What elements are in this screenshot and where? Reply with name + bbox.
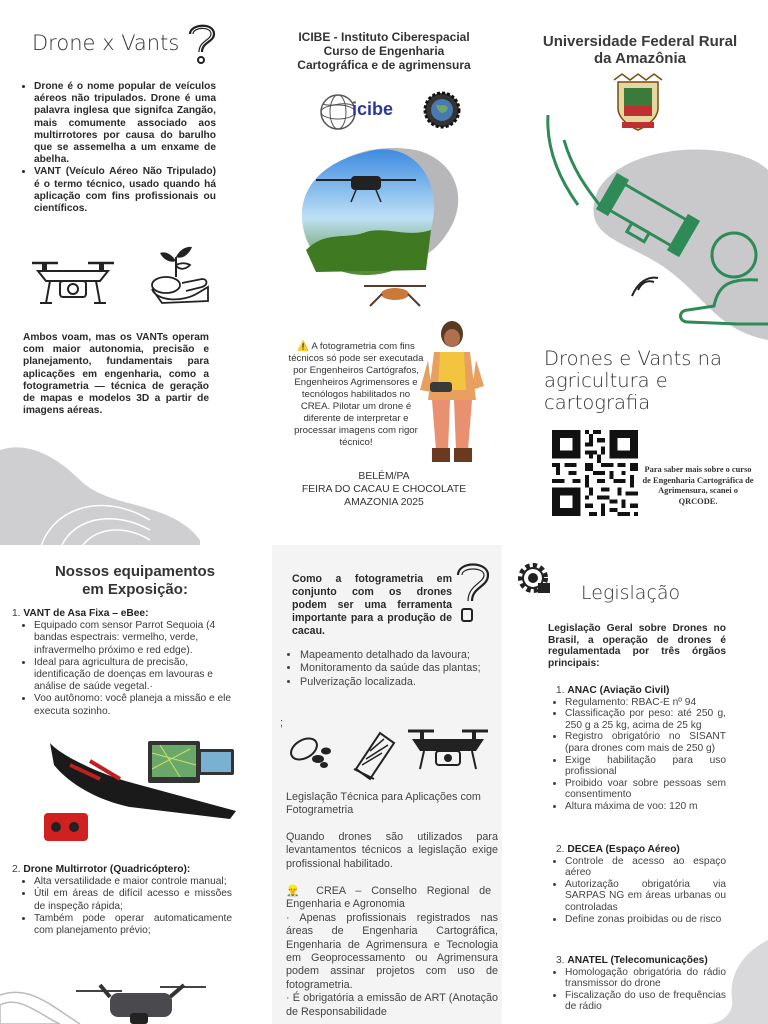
agency-anac bbox=[556, 685, 726, 813]
cacao-bullet-spraying: • Pulverização localizada. bbox=[300, 676, 489, 689]
agency-decea bbox=[556, 844, 726, 925]
cacao-bullets bbox=[286, 649, 489, 689]
cacao-bullet-mapping: • Mapeamento detalhado da lavoura; bbox=[300, 649, 489, 662]
icibe-logo-text: icibe bbox=[352, 99, 394, 119]
panel1-paragraph: Ambos voam, mas os VANTs operam com maior autonomia, precisão e planejamento, fundamentais para aplicações em engenharia, como a fotogrametria — técnica de geração de mapas e modelos 3D a partir de imagens aéreas. bbox=[23, 332, 209, 417]
anac-item: • Classificação por peso: até 250 g, 250 g a 25 kg, acima de 25 kg bbox=[565, 708, 726, 731]
decea-number: 2. bbox=[556, 844, 565, 855]
legislation-title: Legislação bbox=[581, 582, 681, 604]
anac-item: • Regulamento: RBAC-E nº 94 bbox=[565, 697, 726, 709]
decorative-blob-bottom-left bbox=[0, 440, 200, 545]
fixed-wing-drone-illustration bbox=[40, 735, 240, 845]
item2-bullet-access: • Útil em áreas de difícil acesso e missões de inspeção rápida; bbox=[34, 888, 232, 912]
decea-item: • Controle de acesso ao espaço aéreo bbox=[565, 856, 726, 879]
decea-item: • Define zonas proibidas ou de risco bbox=[565, 914, 726, 926]
anac-items bbox=[556, 697, 726, 813]
crea-item1: · Apenas profissionais registrados nas áreas de Engenharia Cartográfica, Engenharia de Agrimensura e Tecnologia em Geoprocessamento ou Agrimensura podem assinar projetos com uso de fotogrametria. bbox=[286, 911, 498, 991]
qr-caption: Para saber mais sobre o curso de Engenharia Cartográfica de Agrimensura, scanei o QRCODE. bbox=[642, 465, 754, 506]
hand-seedling-icon bbox=[142, 243, 212, 307]
anatel-item: • Fiscalização do uso de frequências de rádio bbox=[565, 990, 726, 1013]
crop-drone-photo bbox=[296, 140, 476, 280]
gear-drone-icon bbox=[514, 559, 552, 597]
bullet-vant-definition: • VANT (Veículo Aéreo Não Tripulado) é o termo técnico, usado quando há aplicação com fins profissionais ou científicos. bbox=[34, 166, 216, 215]
event-info bbox=[256, 471, 512, 509]
equipment-title bbox=[0, 563, 256, 599]
anac-item: • Proibido voar sobre pessoas sem consentimento bbox=[565, 778, 726, 801]
item1-bullet-agriculture: • Ideal para agricultura de precisão, identificação de doenças em lavouras e análise de saúde vegetal.· bbox=[34, 657, 232, 694]
university-name bbox=[512, 33, 768, 67]
decea-items bbox=[556, 856, 726, 926]
icibe-header-line3: Cartográfica e de agrimensura bbox=[297, 58, 471, 72]
equipment-title-line2: em Exposição: bbox=[82, 581, 188, 598]
university-line1: Universidade Federal Rural bbox=[542, 33, 738, 50]
crea-section bbox=[286, 885, 498, 1019]
drone-icon bbox=[408, 731, 488, 769]
anac-item: • Altura máxima de voo: 120 m bbox=[565, 801, 726, 813]
item1-title: VANT de Asa Fixa – eBee: bbox=[23, 608, 149, 619]
item1-number: 1. bbox=[12, 608, 21, 619]
drone-pilot-line-art bbox=[538, 110, 768, 340]
equipment-item1 bbox=[12, 608, 232, 718]
quadcopter-illustration bbox=[0, 965, 256, 1024]
warning-icon: ⚠️ bbox=[297, 341, 310, 352]
icibe-header-line2: Curso de Engenharia bbox=[323, 44, 445, 58]
item2-title: Drone Multirrotor (Quadricóptero): bbox=[23, 864, 191, 875]
panel-drone-vs-vant bbox=[0, 0, 256, 545]
anac-number: 1. bbox=[556, 685, 565, 696]
warning-text: A fotogrametria com fins técnicos só pode ser executada por Engenheiros Cartógrafos, Engenheiros Agrimensores e tecnólogos habilitados no CREA. Pilotar um drone é diferente de interpretar e processar imagens com rigor técnico! bbox=[288, 341, 424, 448]
legislation-heading: Legislação Técnica para Aplicações com Fotogrametria bbox=[286, 791, 481, 817]
cacao-question: Como a fotogrametria em conjunto com os drones podem ser uma ferramenta importante para a produção de cacau. bbox=[292, 573, 452, 637]
panel-equipment bbox=[0, 545, 256, 1024]
panel-legislation bbox=[512, 545, 768, 1024]
anatel-items bbox=[556, 967, 726, 1013]
panel-cacao bbox=[272, 545, 502, 1024]
equipment-title-line1: Nossos equipamentos bbox=[54, 563, 216, 580]
legislation-intro: Legislação Geral sobre Drones no Brasil, a operação de drones é regulamentada por três órgãos principais: bbox=[548, 623, 726, 669]
cacao-icons-row bbox=[284, 725, 496, 781]
main-title: Drones e Vants na agricultura e cartografia bbox=[544, 347, 722, 414]
anac-name: ANAC (Aviação Civil) bbox=[567, 685, 670, 696]
item1-bullet-sensor: • Equipado com sensor Parrot Sequoia (4 bandas espectrais: vermelho, verde, infravermelho próximo e red edge). bbox=[34, 620, 232, 657]
item2-bullet-automatic: • Também pode operar automaticamente com planejamento prévio; bbox=[34, 913, 232, 937]
crea-item2: · É obrigatória a emissão de ART (Anotação de Responsabilidade bbox=[286, 992, 498, 1018]
event-line1: FEIRA DO CACAU E CHOCOLATE bbox=[301, 483, 467, 495]
event-line2: AMAZONIA 2025 bbox=[344, 496, 424, 508]
crea-icon: 👷‍♂️ bbox=[286, 885, 307, 897]
panel5-paragraph1: Quando drones são utilizados para levantamentos técnicos a legislação exige profissional habilitado. bbox=[286, 831, 498, 870]
panel1-bullets bbox=[20, 81, 216, 215]
anatel-number: 3. bbox=[556, 955, 565, 966]
question-mark-icon bbox=[452, 559, 494, 639]
icibe-header-line1: ICIBE - Instituto Ciberespacial bbox=[298, 30, 470, 44]
agency-anatel bbox=[556, 955, 726, 1013]
qr-code[interactable] bbox=[552, 430, 638, 516]
item2-bullets bbox=[12, 876, 232, 937]
item1-bullets bbox=[12, 620, 232, 718]
anatel-name: ANATEL (Telecomunicações) bbox=[567, 955, 708, 966]
cacao-bullet-monitoring: • Monitoramento da saúde das plantas; bbox=[300, 662, 489, 675]
warning-box bbox=[286, 341, 426, 449]
decea-item: • Autorização obrigatória via SARPAS NG em áreas urbanas ou controladas bbox=[565, 879, 726, 914]
icibe-header bbox=[256, 30, 512, 72]
chocolate-bar-icon bbox=[354, 733, 394, 779]
item2-number: 2. bbox=[12, 864, 21, 875]
item2-bullet-versatility: • Alta versatilidade e maior controle manual; bbox=[34, 876, 232, 888]
drone-pilot-illustration bbox=[416, 320, 488, 472]
panel-icibe bbox=[256, 0, 512, 545]
drone-icon bbox=[28, 255, 118, 310]
anac-item: • Registro obrigatório no SISANT (para drones com mais de 250 g) bbox=[565, 731, 726, 754]
anac-item: • Exige habilitação para uso profissional bbox=[565, 755, 726, 778]
university-line2: da Amazônia bbox=[594, 50, 686, 67]
gear-globe-logo-icon bbox=[422, 90, 462, 130]
bullet-drone-definition: • Drone é o nome popular de veículos aéreos não tripulados. Drone é uma palavra inglesa que signifca Zangão, mais comumente associado aos multirrotores por causa do barulho que se assemelha a um enxame de abelha. bbox=[34, 81, 216, 166]
crea-title: CREA – Conselho Regional de Engenharia e Agronomia bbox=[286, 885, 492, 911]
event-location: BELÉM/PA bbox=[358, 471, 410, 482]
question-mark-icon bbox=[184, 20, 220, 66]
small-drone-icon bbox=[362, 280, 428, 312]
equipment-item2 bbox=[12, 864, 232, 937]
item1-bullet-autonomous: • Voo autônomo: você planeja a missão e ele executa sozinho. bbox=[34, 693, 232, 717]
panel-cover bbox=[512, 0, 768, 545]
stray-semicolon: ; bbox=[280, 717, 283, 729]
panel1-title: Drone x Vants bbox=[32, 31, 180, 55]
decea-name: DECEA (Espaço Aéreo) bbox=[567, 844, 680, 855]
decorative-blob-bottom-right bbox=[708, 940, 768, 1024]
anatel-item: • Homologação obrigatória do rádio transmissor do drone bbox=[565, 967, 726, 990]
cacao-fruit-icon bbox=[287, 734, 331, 768]
